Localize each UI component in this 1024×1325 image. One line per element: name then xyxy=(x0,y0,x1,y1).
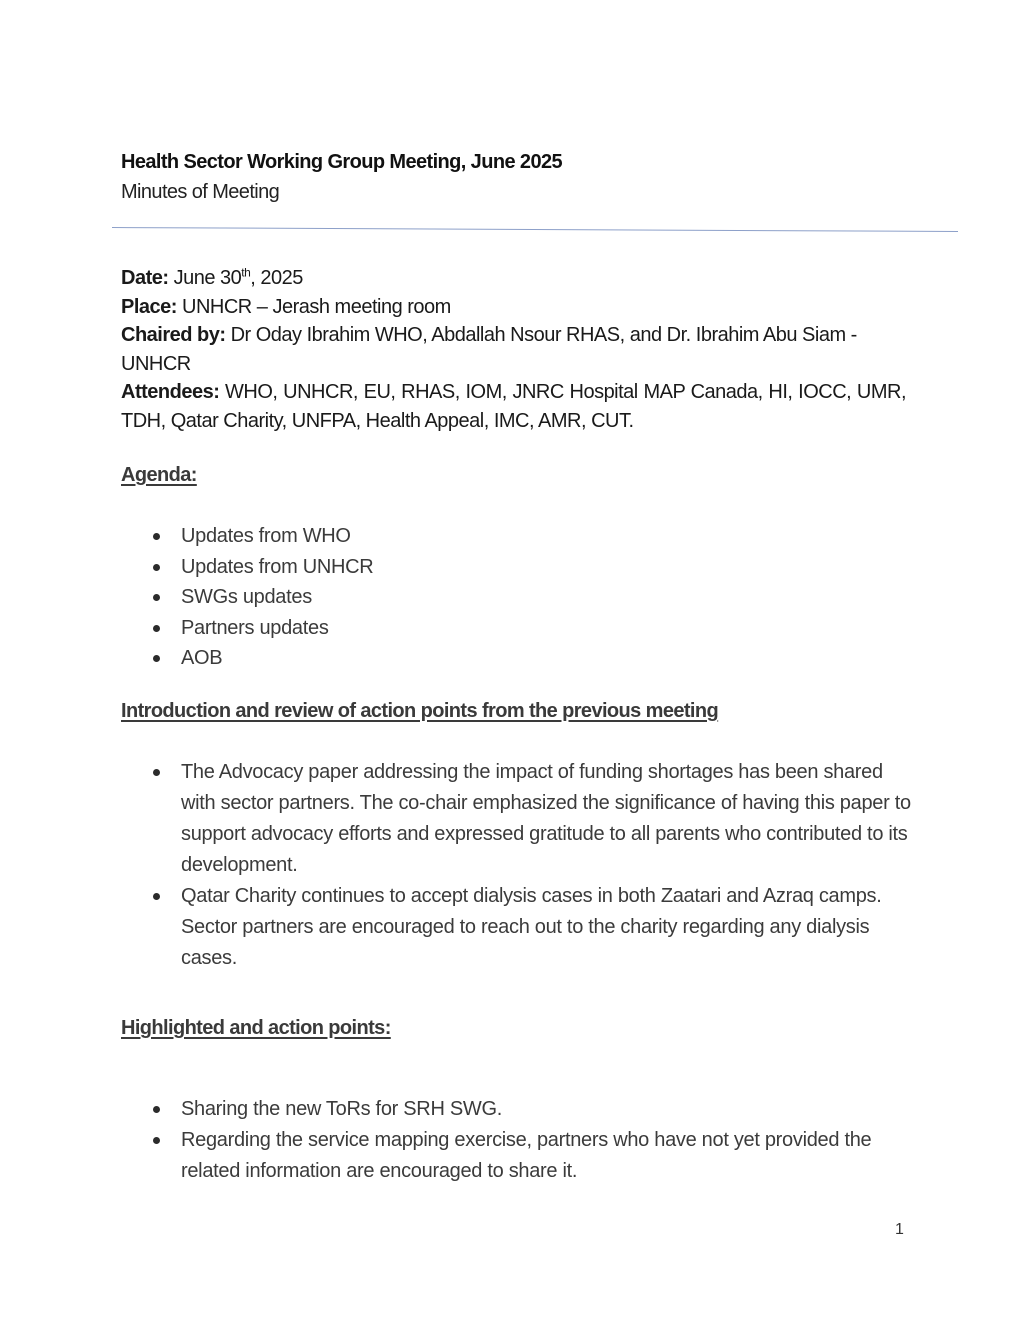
attendees-value: WHO, UNHCR, EU, RHAS, IOM, JNRC Hospital MAP Canada, HI, IOCC, UMR, TDH, Qatar Charity, UNFPA, Health Appeal, IMC, AMR, CUT. xyxy=(121,381,906,432)
bullet-icon xyxy=(153,1137,160,1144)
agenda-item xyxy=(150,613,373,644)
bullet-icon xyxy=(153,769,160,776)
agenda-item-text: Updates from UNHCR xyxy=(181,555,374,578)
agenda-heading: Agenda: xyxy=(121,464,197,486)
date-label: Date: xyxy=(121,267,169,289)
highlight-item xyxy=(150,1125,915,1187)
agenda-item-text: Updates from WHO xyxy=(181,525,351,547)
document-subtitle: Minutes of Meeting xyxy=(121,181,280,203)
intro-item-text: Qatar Charity continues to accept dialysis cases in both Zaatari and Azraq camps. Sector partners are encouraged to reach out to the charity regarding any dialysis cases. xyxy=(181,885,882,969)
highlights-list xyxy=(150,1094,915,1187)
document-title: Health Sector Working Group Meeting, June 2025 xyxy=(121,151,563,173)
attendees-label: Attendees: xyxy=(121,381,220,403)
chaired-label: Chaired by: xyxy=(121,324,226,346)
agenda-item xyxy=(150,552,373,583)
date-value-sup: th xyxy=(241,265,251,280)
meeting-date xyxy=(121,264,303,293)
agenda-item-text: Partners updates xyxy=(181,616,329,639)
highlight-item-text: Sharing the new ToRs for SRH SWG. xyxy=(181,1098,502,1120)
highlight-item xyxy=(150,1094,915,1125)
agenda-item xyxy=(150,582,373,613)
bullet-icon xyxy=(153,893,160,900)
bullet-icon xyxy=(153,625,160,632)
agenda-item-text: SWGs updates xyxy=(181,586,312,608)
bullet-icon xyxy=(153,1106,160,1113)
bullet-icon xyxy=(153,533,160,540)
highlights-section-heading: Highlighted and action points: xyxy=(121,1017,391,1039)
agenda-list xyxy=(150,521,373,674)
header-divider xyxy=(112,227,958,232)
intro-item-text: The Advocacy paper addressing the impact of funding shortages has been shared with sector partners. The co-chair emphasized the significance of having this paper to support advocacy efforts and expressed gratitude to all parents who contributed to its development. xyxy=(181,761,911,876)
agenda-item xyxy=(150,521,373,552)
date-value-suffix: , 2025 xyxy=(250,267,303,289)
agenda-item xyxy=(150,643,373,674)
bullet-icon xyxy=(153,564,160,571)
meeting-chairs xyxy=(121,321,921,378)
intro-item xyxy=(150,881,915,974)
meeting-place xyxy=(121,293,451,322)
chaired-value: Dr Oday Ibrahim WHO, Abdallah Nsour RHAS, and Dr. Ibrahim Abu Siam -UNHCR xyxy=(121,324,857,375)
date-value-prefix: June 30 xyxy=(168,267,242,289)
page-number: 1 xyxy=(895,1221,904,1238)
agenda-item-text: AOB xyxy=(181,647,223,669)
bullet-icon xyxy=(153,655,160,662)
place-value: UNHCR – Jerash meeting room xyxy=(176,295,451,318)
intro-item xyxy=(150,757,915,881)
intro-list xyxy=(150,757,915,974)
meeting-attendees xyxy=(121,378,906,435)
place-label: Place: xyxy=(121,295,177,318)
highlight-item-text: Regarding the service mapping exercise, partners who have not yet provided the related information are encouraged to share it. xyxy=(181,1129,872,1182)
bullet-icon xyxy=(153,594,160,601)
intro-section-heading: Introduction and review of action points from the previous meeting xyxy=(121,700,719,722)
